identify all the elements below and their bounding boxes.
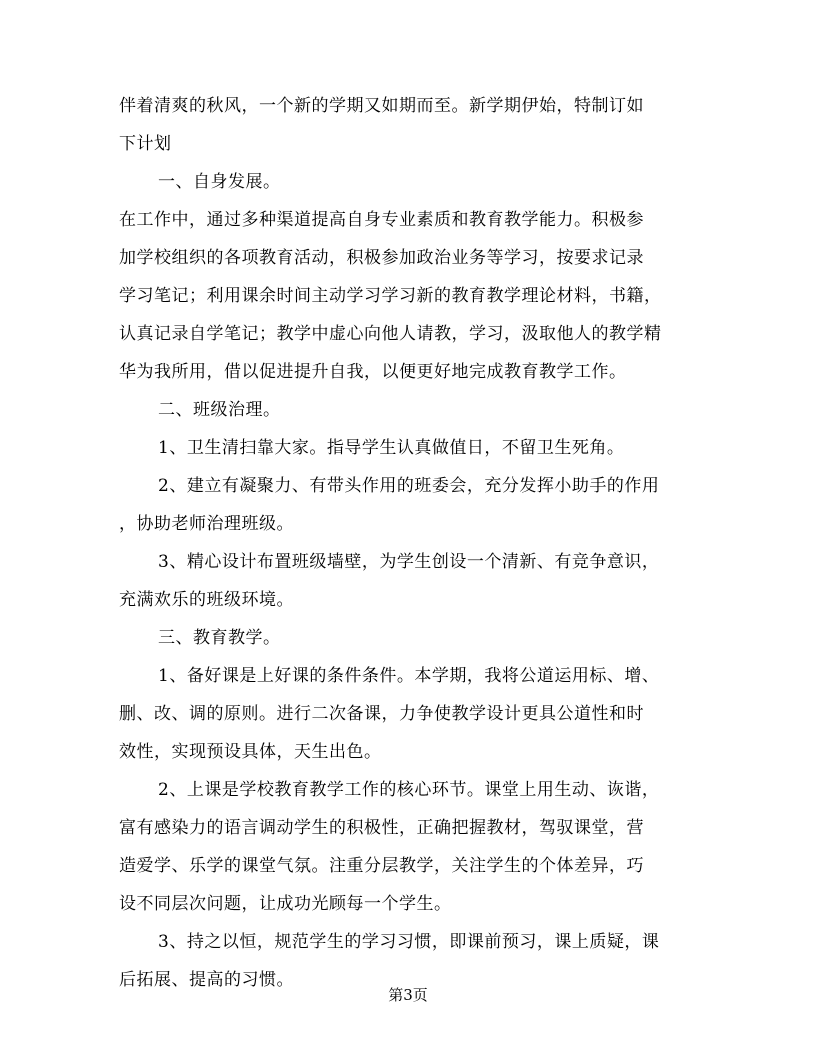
paragraph-line: 2、上课是学校教育教学工作的核心环节。课堂上用生动、诙谐， <box>158 780 660 800</box>
paragraph-line: 1、备好课是上好课的条件条件。本学期，我将公道运用标、增、 <box>158 666 660 686</box>
paragraph-line: 2、建立有凝聚力、有带头作用的班委会，充分发挥小助手的作用 <box>158 476 660 496</box>
paragraph-line: 后拓展、提高的习惯。 <box>119 970 294 990</box>
paragraph-line: 设不同层次问题，让成功光顾每一个学生。 <box>119 894 452 914</box>
paragraph-line: ，协助老师治理班级。 <box>119 514 294 534</box>
paragraph-line: 伴着清爽的秋风，一个新的学期又如期而至。新学期伊始，特制订如 <box>119 96 644 116</box>
paragraph-line: 下计划 <box>119 134 172 154</box>
paragraph-line: 认真记录自学笔记；教学中虚心向他人请教，学习，汲取他人的教学精 <box>119 324 662 344</box>
section-heading: 二、班级治理。 <box>158 400 281 420</box>
paragraph-line: 充满欢乐的班级环境。 <box>119 590 294 610</box>
paragraph-line: 学习笔记；利用课余时间主动学习学习新的教育教学理论材料，书籍， <box>119 286 662 306</box>
paragraph-line: 删、改、调的原则。进行二次备课，力争使教学设计更具公道性和时 <box>119 704 644 724</box>
paragraph-line: 1、卫生清扫靠大家。指导学生认真做值日，不留卫生死角。 <box>158 438 625 458</box>
paragraph-line: 3、精心设计布置班级墙壁，为学生创设一个清新、有竞争意识， <box>158 552 660 572</box>
paragraph-line: 造爱学、乐学的课堂气氛。注重分层教学，关注学生的个体差异，巧 <box>119 856 644 876</box>
paragraph-line: 富有感染力的语言调动学生的积极性，正确把握教材，驾驭课堂，营 <box>119 818 644 838</box>
paragraph-line: 华为我所用，借以促进提升自我，以便更好地完成教育教学工作。 <box>119 362 627 382</box>
section-heading: 一、自身发展。 <box>158 172 281 192</box>
paragraph-line: 效性，实现预设具体，天生出色。 <box>119 742 382 762</box>
section-heading: 三、教育教学。 <box>158 628 281 648</box>
paragraph-line: 加学校组织的各项教育活动，积极参加政治业务等学习，按要求记录 <box>119 248 644 268</box>
paragraph-line: 在工作中，通过多种渠道提高自身专业素质和教育教学能力。积极参 <box>119 210 644 230</box>
paragraph-line: 3、持之以恒，规范学生的学习习惯，即课前预习，课上质疑，课 <box>158 932 660 952</box>
page-number: 第3页 <box>388 986 428 1004</box>
